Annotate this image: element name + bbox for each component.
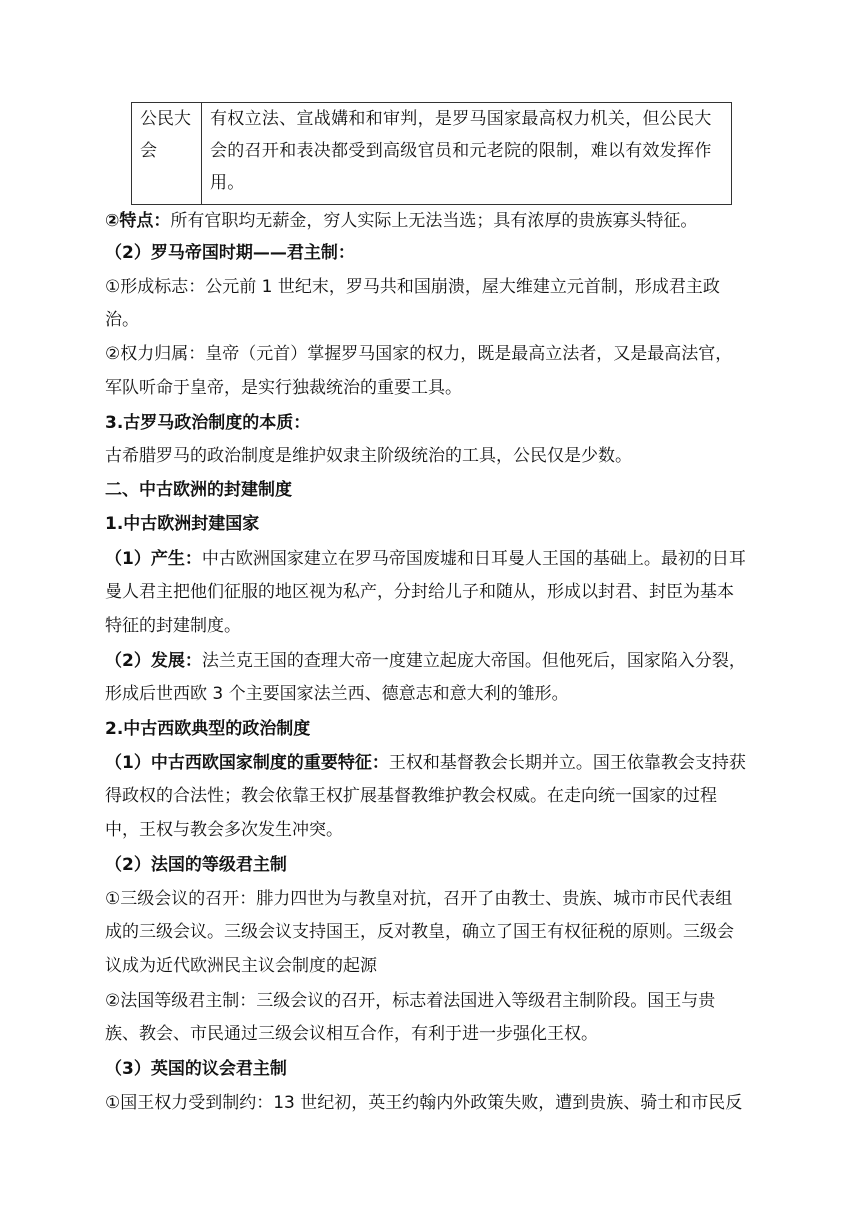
body-text: 形成后世西欧 3 个主要国家法兰西、德意志和意大利的雏形。 [105,684,569,704]
body-text: 中，王权与教会多次发生冲突。 [105,820,343,840]
body-text: 军队听命于皇帝，是实行独裁统治的重要工具。 [105,378,462,398]
text-line [105,748,765,773]
text-line [105,611,765,636]
text-line [105,917,765,942]
body-text: 族、教会、市民通过三级会议相互合作，有利于进一步强化王权。 [105,1024,598,1044]
body-text: 所有官职均无薪金，穷人实际上无法当选；具有浓厚的贵族寡头特征。 [170,211,698,231]
text-line [105,1054,765,1079]
body-text: 特征的封建制度。 [105,616,241,636]
text-line [105,373,765,398]
text-line [105,577,765,602]
text-line [105,544,765,569]
text-line [105,206,765,231]
text-line [105,1019,765,1044]
bold-heading: （2）发展： [105,651,202,671]
text-line [105,305,765,330]
body-text: 法兰克王国的查理大帝一度建立起庞大帝国。但他死后，国家陷入分裂， [201,651,746,671]
text-line [105,884,765,909]
text-line [105,850,765,875]
text-line [105,441,765,466]
table-cell-description: 有权立法、宣战媾和和审判，是罗马国家最高权力机关，但公民大会的召开和表决都受到高级官员和元老院的限制，难以有效发挥作用。 [210,109,712,193]
bold-heading: 1.中古欧洲封建国家 [105,514,260,534]
bold-heading: （2）法国的等级君主制 [105,855,287,875]
body-text: 得政权的合法性；教会依靠王权扩展基督教维护教会权威。在走向统一国家的过程 [105,786,717,806]
text-line [105,238,765,263]
text-line [105,986,765,1011]
body-text: 中古欧洲国家建立在罗马帝国废墟和日耳曼人王国的基础上。最初的日耳 [201,549,746,569]
bold-heading: 2.中古西欧典型的政治制度 [105,719,311,739]
text-line [105,951,765,976]
body-text: 成的三级会议。三级会议支持国王，反对教皇，确立了国王有权征税的原则。三级会 [105,922,734,942]
body-text: 王权和基督教会长期并立。国王依靠教会支持获 [388,753,746,773]
text-line [105,781,765,806]
text-line [105,679,765,704]
text-line [105,509,765,534]
text-line [105,646,765,671]
body-text: 治。 [105,310,139,330]
bold-heading: ②特点： [105,211,171,231]
text-line [105,339,765,364]
info-table [131,102,732,205]
bold-heading: 二、中古欧洲的封建制度 [105,480,292,500]
body-text: 曼人君主把他们征服的地区视为私产，分封给儿子和随从，形成以封君、封臣为基本 [105,582,734,602]
body-text: ①三级会议的召开：腓力四世为与教皇对抗，召开了由教士、贵族、城市市民代表组 [105,889,733,909]
body-text: 议成为近代欧洲民主议会制度的起源 [105,956,377,976]
body-text: 古希腊罗马的政治制度是维护奴隶主阶级统治的工具，公民仅是少数。 [105,446,632,466]
body-text: ①形成标志：公元前 1 世纪末，罗马共和国崩溃，屋大维建立元首制，形成君主政 [105,277,720,297]
text-line [105,408,765,433]
text-line [105,475,765,500]
body-text: ②权力归属：皇帝（元首）掌握罗马国家的权力，既是最高立法者，又是最高法官， [105,344,733,364]
text-line [105,1088,765,1113]
body-text: ②法国等级君主制：三级会议的召开，标志着法国进入等级君主制阶段。国王与贵 [105,991,716,1011]
bold-heading: （3）英国的议会君主制 [105,1059,287,1079]
text-line [105,714,765,739]
body-text: ①国王权力受到制约：13 世纪初，英王约翰内外政策失败，遭到贵族、骑士和市民反 [105,1093,743,1113]
bold-heading: （1）产生： [105,549,202,569]
text-line [105,815,765,840]
table-cell-term: 公民大会 [132,103,202,204]
bold-heading: （1）中古西欧国家制度的重要特征： [105,753,389,773]
bold-heading: （2）罗马帝国时期——君主制： [105,243,355,263]
bold-heading: 3.古罗马政治制度的本质： [105,413,311,433]
text-line [105,272,765,297]
